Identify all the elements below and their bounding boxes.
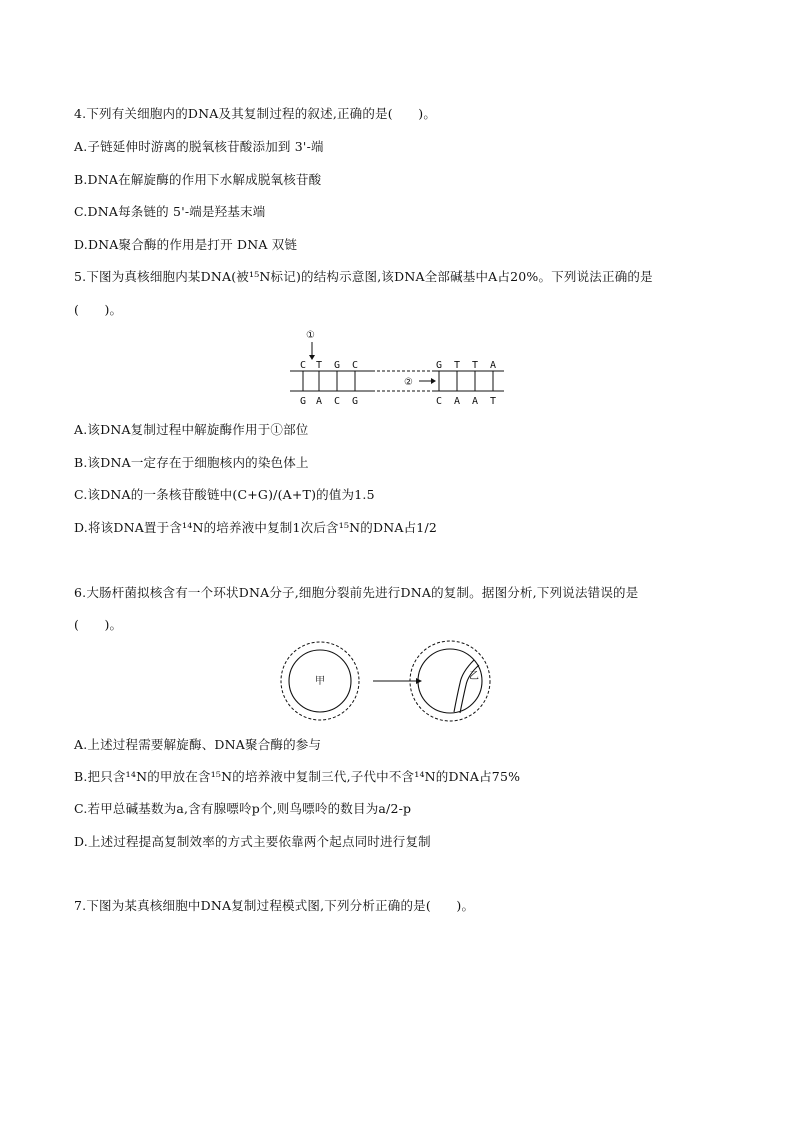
top-right-base-1: G xyxy=(436,360,443,371)
q4-option-a: A.子链延伸时游离的脱氧核苷酸添加到 3'-端 xyxy=(74,139,324,154)
label-jia: 甲 xyxy=(315,676,325,687)
process-arrowhead xyxy=(416,678,422,684)
bottom-left-base-2: A xyxy=(316,396,323,407)
q6-option-c: C.若甲总碱基数为a,含有腺嘌呤p个,则鸟嘌呤的数目为a/2-p xyxy=(74,801,412,816)
q7-stem: 7.下图为某真核细胞中DNA复制过程模式图,下列分析正确的是( )。 xyxy=(74,898,475,913)
bottom-left-base-1: G xyxy=(300,396,307,407)
top-right-base-2: T xyxy=(454,360,461,371)
q6-stem-line1: 6.大肠杆菌拟核含有一个环状DNA分子,细胞分裂前先进行DNA的复制。据图分析,下列说法错误的是 xyxy=(74,585,639,600)
bottom-right-base-2: A xyxy=(454,396,461,407)
q5-stem-line1: 5.下图为真核细胞内某DNA(被¹⁵N标记)的结构示意图,该DNA全部碱基中A占20%。下列说法正确的是 xyxy=(74,269,653,284)
q4-option-b: B.DNA在解旋酶的作用下水解成脱氧核苷酸 xyxy=(74,172,322,187)
q5-stem-line2: ( )。 xyxy=(74,302,123,317)
replication-bubble-strand-1 xyxy=(454,660,474,712)
base-pair-rungs xyxy=(303,371,493,391)
q5-option-b: B.该DNA一定存在于细胞核内的染色体上 xyxy=(74,455,309,470)
bottom-left-base-4: G xyxy=(352,396,359,407)
marker-1: ① xyxy=(306,330,315,341)
q4-stem: 4.下列有关细胞内的DNA及其复制过程的叙述,正确的是( )。 xyxy=(74,106,437,121)
q6-stem-line2: ( )。 xyxy=(74,617,123,632)
top-left-base-3: G xyxy=(334,360,341,371)
marker-2-arrowhead xyxy=(431,378,436,384)
top-right-base-4: A xyxy=(490,360,497,371)
top-left-base-4: C xyxy=(352,360,359,371)
top-left-base-2: T xyxy=(316,360,323,371)
q5-option-d: D.将该DNA置于含¹⁴N的培养液中复制1次后含¹⁵N的DNA占1/2 xyxy=(74,520,438,535)
q5-option-c: C.该DNA的一条核苷酸链中(C+G)/(A+T)的值为1.5 xyxy=(74,487,375,502)
q6-option-a: A.上述过程需要解旋酶、DNA聚合酶的参与 xyxy=(74,737,322,752)
label-yi: 乙 xyxy=(469,671,479,682)
dna-structure-figure xyxy=(288,322,508,412)
q5-option-a: A.该DNA复制过程中解旋酶作用于①部位 xyxy=(74,422,309,437)
q6-option-b: B.把只含¹⁴N的甲放在含¹⁵N的培养液中复制三代,子代中不含¹⁴N的DNA占75% xyxy=(74,769,521,784)
bottom-right-base-4: T xyxy=(490,396,497,407)
q4-option-c: C.DNA每条链的 5'-端是羟基末端 xyxy=(74,204,266,219)
marker-1-arrowhead xyxy=(309,355,315,360)
q4-option-d: D.DNA聚合酶的作用是打开 DNA 双链 xyxy=(74,237,298,252)
q6-option-d: D.上述过程提高复制效率的方式主要依靠两个起点同时进行复制 xyxy=(74,834,431,849)
top-right-base-3: T xyxy=(472,360,479,371)
circular-dna-figure xyxy=(276,638,530,728)
bottom-left-base-3: C xyxy=(334,396,341,407)
marker-2: ② xyxy=(404,377,413,388)
top-left-base-1: C xyxy=(300,360,307,371)
bottom-right-base-3: A xyxy=(472,396,479,407)
bottom-right-base-1: C xyxy=(436,396,443,407)
